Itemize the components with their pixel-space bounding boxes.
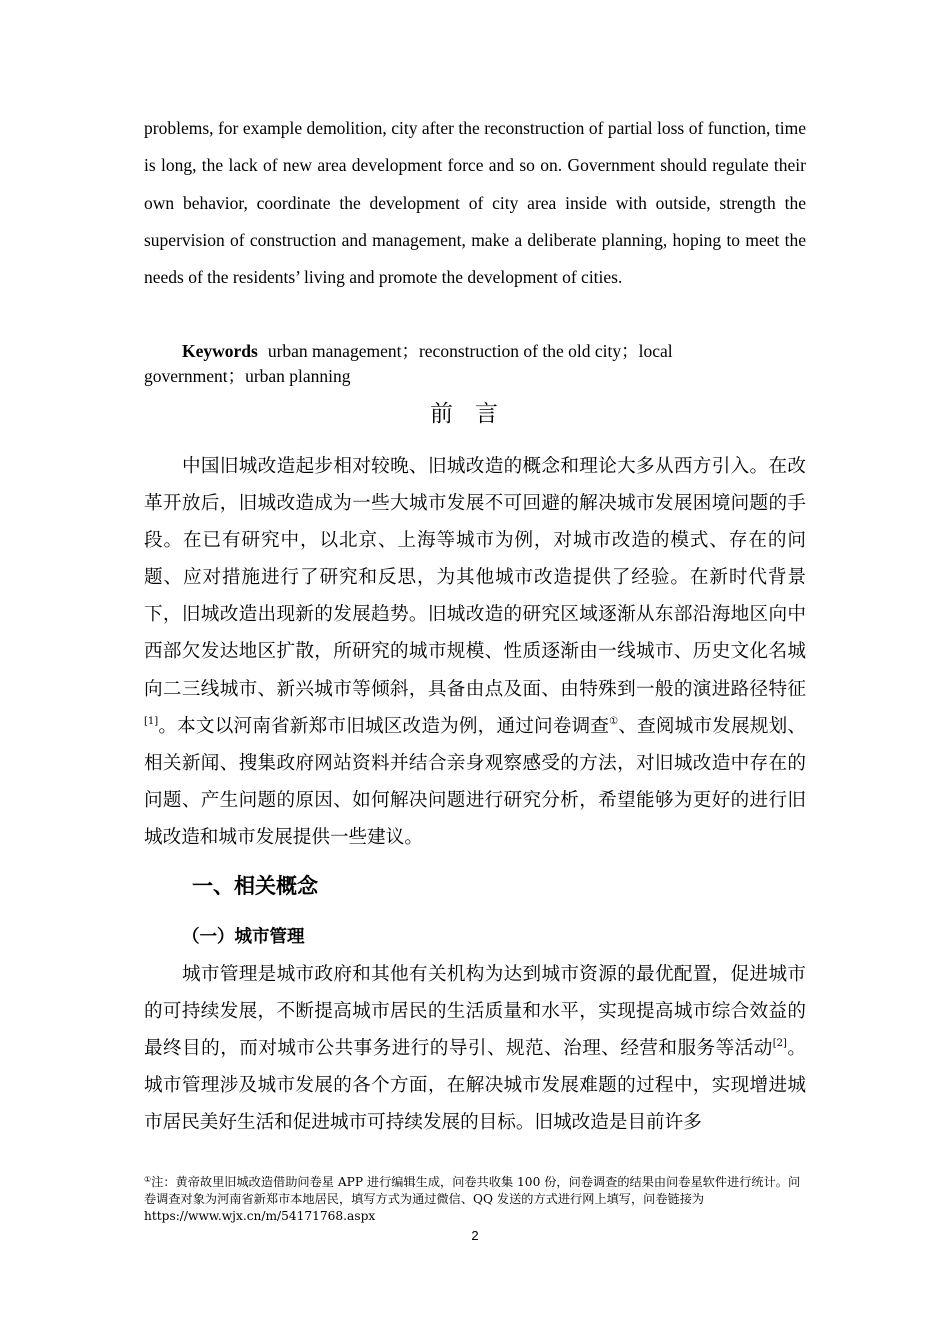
page-number: 2 bbox=[471, 1228, 479, 1243]
preface-paragraph bbox=[144, 448, 806, 858]
keywords-text: urban management；reconstruction of the old city；local government；urban planning bbox=[144, 341, 673, 386]
footnote-text: 注：黄帝故里旧城改造借助问卷星 APP 进行编辑生成，问卷共收集 100 份，问卷调查的结果由问卷星软件进行统计。问卷调查对象为河南省新郑市本地居民，填写方式为通过微信、QQ 发送的方式进行网上填写，问卷链接为 https://www.wjx.cn/m/54171768.aspx bbox=[144, 1175, 801, 1223]
keywords-line bbox=[144, 339, 744, 389]
section-heading: 一、相关概念 bbox=[192, 874, 318, 898]
keywords-label: Keywords bbox=[182, 341, 258, 361]
section-text-1: 城市管理是城市政府和其他有关机构为达到城市资源的最优配置，促进城市的可持续发展，不断提高城市居民的生活质量和水平，实现提高城市综合效益的最终目的，而对城市公共事务进行的导引、规范、治理、经营和服务等活动 bbox=[144, 964, 806, 1060]
subsection-heading: （一）城市管理 bbox=[182, 927, 305, 947]
preface-text-2: 。本文以河南省新郑市旧城区改造为例，通过问卷调查 bbox=[158, 715, 610, 737]
preface-title: 前言 bbox=[430, 401, 520, 427]
footnote-mark: ① bbox=[144, 1175, 152, 1184]
preface-text-1: 中国旧城改造起步相对较晚、旧城改造的概念和理论大多从西方引入。在改革开放后，旧城改造成为一些大城市发展不可回避的解决城市发展困境问题的手段。在已有研究中，以北京、上海等城市为例，对城市改造的模式、存在的问题、应对措施进行了研究和反思，为其他城市改造提供了经验。在新时代背景下，旧城改造出现新的发展趋势。旧城改造的研究区域逐渐从东部沿海地区向中西部欠发达地区扩散，所研究的城市规模、性质逐渐由一线城市、历史文化名城向二三线城市、新兴城市等倾斜，具备由点及面、由特殊到一般的演进路径特征 bbox=[144, 456, 806, 700]
footnote-ref-1[interactable]: ① bbox=[609, 715, 619, 727]
citation-ref-2[interactable]: [2] bbox=[772, 1038, 787, 1050]
footnote bbox=[144, 1174, 806, 1225]
preface-text-3: 、查阅城市发展规划、相关新闻、搜集政府网站资料并结合亲身观察感受的方法，对旧城改造中存在的问题、产生问题的原因、如何解决问题进行研究分析，希望能够为更好的进行旧城改造和城市发展提供一些建议。 bbox=[144, 715, 806, 848]
citation-ref-1[interactable]: [1] bbox=[144, 715, 159, 727]
section-text-2: 。城市管理涉及城市发展的各个方面，在解决城市发展难题的过程中，实现增进城市居民美好生活和促进城市可持续发展的目标。旧城改造是目前许多 bbox=[144, 1038, 806, 1134]
english-abstract-body: problems, for example demolition, city after the reconstruction of partial loss of function, time is long, the lack of new area development force and so on. Government should regulate their own behavior, coordinate the development of city area inside with outside, strength the supervision of construction and management, make a deliberate planning, hoping to meet the needs of the residents’ living and promote the development of cities. bbox=[144, 118, 806, 288]
section-paragraph bbox=[144, 956, 806, 1136]
